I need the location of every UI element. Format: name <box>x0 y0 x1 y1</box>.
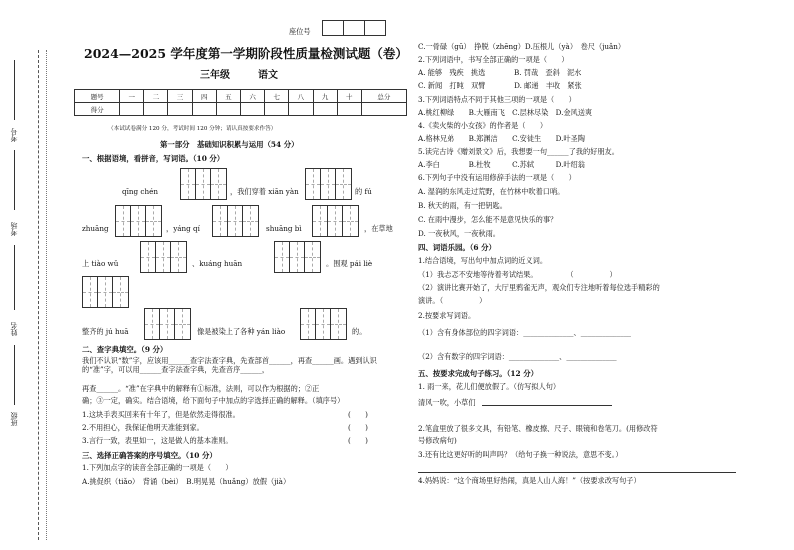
pinyin-text: zhuāng <box>82 224 109 233</box>
q2-text-c: 确；③一定，确实。结合语境，给下面句子中加点的字选择正确的解释。（填序号） <box>82 396 345 405</box>
answer-paren[interactable]: ( ) <box>348 436 368 445</box>
pinyin-text: shuāng bì <box>266 224 302 233</box>
kaochang-line <box>14 150 15 210</box>
score-header-row <box>75 90 407 103</box>
exam-title: 2024—2025 学年度第一学期阶段性质量检测试题（卷） <box>84 46 408 61</box>
score-cell: 六 <box>240 90 264 103</box>
seat-number-box[interactable] <box>322 20 386 36</box>
score-table <box>74 89 407 116</box>
score-cell: 总分 <box>361 90 406 103</box>
q2-sentence-3: 3.言行一致，表里如一，这是做人的基本准则。 <box>82 436 233 445</box>
q3-q6-option-d: D. 一夜秋风，一夜秋雨。 <box>418 229 500 238</box>
q2-sentence-2: 2.不用担心，我保证他明天准能到家。 <box>82 423 204 432</box>
answer-line[interactable] <box>482 405 612 406</box>
q3-q4-options: A.格林兄弟 B.郑渊洁 C.安徒生 D.叶圣陶 <box>418 134 585 143</box>
q3-question-5: 5.读完古诗《赠刘景文》后，我想要一句______了我的好朋友。 <box>418 147 619 156</box>
answer-grid[interactable] <box>312 205 359 237</box>
q3-q2-options-cd: C. 新闻 打盹 双臂 D. 邮递 丰收 紧张 <box>418 81 582 90</box>
q3-sentence-1: 1.下列加点字的读音全部正确的一项是（ ） <box>82 463 233 472</box>
q3-question-3: 3.下列词语特点不同于其他三项的一项是（ ） <box>418 95 576 104</box>
answer-paren[interactable]: ( ) <box>348 423 368 432</box>
part1-heading: 第一部分 基础知识积累与运用（54 分） <box>160 140 299 149</box>
answer-paren[interactable]: ( ) <box>348 410 368 419</box>
q5-item-4: 4.妈妈说：“这个商场里好热闹，真是人山人海！”（按要求改写句子） <box>418 476 641 485</box>
q4-sub-2: 2.按要求写词语。 <box>418 311 476 320</box>
binding-dashed-line <box>38 50 39 540</box>
answer-grid[interactable] <box>140 241 187 273</box>
q3-option-ab: A.挑促织（tiǎo） 背诵（bèi） B.明晃晃（huǎng）放假（jià） <box>82 477 291 486</box>
q4-body-part-words: （1）含有身体部位的四字词语：______________、______________ <box>418 328 632 337</box>
answer-grid[interactable] <box>180 168 227 200</box>
grade-label: 三年级 <box>200 70 230 81</box>
banji-line <box>14 345 15 405</box>
q5-item-1: 1. 雨一来，花儿们便放假了。（仿写拟人句） <box>418 382 561 391</box>
answer-line[interactable] <box>418 472 736 473</box>
answer-grid[interactable] <box>144 308 191 340</box>
pinyin-text: ，yáng qí <box>166 224 200 233</box>
answer-grid[interactable] <box>300 308 347 340</box>
q2-text-a: 我们不认识“数”字，应该用______查字法查字典，先查部首______，再查______画。遇到认识的“准”字，可以用______查字法查字典，先查音序______， <box>82 356 377 374</box>
answer-grid[interactable] <box>82 276 129 308</box>
q3-q6-option-b: B. 秋天的雨，有一把钥匙。 <box>418 201 507 210</box>
q1-heading: 一、根据语境，看拼音，写词语。（10 分） <box>82 154 225 163</box>
score-cell: 二 <box>144 90 168 103</box>
q5-item-1-prompt: 清风一吹，小草们 <box>418 398 476 407</box>
q5-item-2-cont: 号修改病句) <box>418 436 457 445</box>
pinyin-text: ，我们穿着 xiān yàn <box>230 187 299 196</box>
pinyin-text: 。围观 pái liè <box>326 259 373 268</box>
pinyin-text: qīng chén <box>122 187 158 196</box>
q3-heading: 三、选择正确答案的序号填空。（10 分） <box>82 451 217 460</box>
kaohao-line <box>14 60 15 120</box>
pinyin-text: 的。 <box>352 327 367 336</box>
score-cell: 五 <box>216 90 240 103</box>
q3-question-4: 4.《卖火柴的小女孩》的作者是（ ） <box>418 121 548 130</box>
q5-item-3: 3.还有比这更好听的叫声吗？（给句子换一种说法，意思不变。） <box>418 450 623 459</box>
q2-sentence-1: 1.这块手表买回来有十年了，但是依然走得很准。 <box>82 410 240 419</box>
score-cell: 九 <box>313 90 337 103</box>
score-value-row[interactable] <box>75 103 407 116</box>
q4-item-1: （1）我忐忑不安地等待着考试结果。 （ ） <box>418 270 617 279</box>
q4-item-2-cont: 演讲。（ ） <box>418 296 487 305</box>
q2-heading: 二、查字典填空。（9 分） <box>82 345 168 354</box>
score-cell: 题号 <box>75 90 120 103</box>
binding-dotted-line <box>46 50 47 540</box>
xingming-line <box>14 245 15 310</box>
side-label-kaohao: 考号 <box>10 128 18 142</box>
q4-heading: 四、词语乐园。（6 分） <box>418 243 496 252</box>
q4-item-2: （2）演讲比赛开始了，大厅里鸦雀无声，观众们专注地听着每位选手精彩的 <box>418 283 660 292</box>
pinyin-text: 整齐的 jú huā <box>82 327 129 336</box>
score-cell: 四 <box>192 90 216 103</box>
pinyin-text: 像是被染上了各种 yán liào <box>197 327 286 336</box>
q3-question-2: 2.下列词语中，书写全部正确的一项是（ ） <box>418 55 569 64</box>
score-cell: 一 <box>120 90 144 103</box>
answer-grid[interactable] <box>305 168 352 200</box>
q5-heading: 五、按要求完成句子练习。（12 分） <box>418 369 539 378</box>
score-cell: 七 <box>265 90 289 103</box>
pinyin-text: ，在草地 <box>364 224 393 233</box>
q3-q5-options: A.李白 B.杜牧 C.苏轼 D.叶绍翁 <box>418 160 585 169</box>
pinyin-text: 上 tiào wǔ <box>82 259 119 268</box>
score-cell: 十 <box>337 90 361 103</box>
pinyin-text: 的 fú <box>355 187 372 196</box>
q2-text-b: 再查______。“准”在字典中的解释有①标准，法则，可以作为根据的；②正 <box>82 384 320 393</box>
side-label-banji: 班级 <box>10 412 18 426</box>
score-cell: 得分 <box>75 103 120 116</box>
answer-grid[interactable] <box>115 205 162 237</box>
q5-item-2: 2.笔盒里放了很多文具，有铅笔、橡皮擦、尺子、眼镜和卷笔刀。(用修改符 <box>418 424 658 433</box>
side-label-xingming: 姓名 <box>10 322 18 336</box>
side-label-kaochang: 考场 <box>10 222 18 236</box>
exam-note: （本试试卷满分 120 分，考试时间 120 分钟；请认真按要求作答） <box>108 126 277 132</box>
q3-q6-option-c: C. 在雨中漫步，怎么能不是意见快乐的事？ <box>418 215 558 224</box>
subject-label: 语文 <box>258 70 278 81</box>
q3-q3-options: A.桃红柳绿 B.大雁南飞 C.层林尽染 D.金风送爽 <box>418 108 593 117</box>
q4-number-words: （2）含有数字的四字词语：______________、______________ <box>418 352 617 361</box>
q3-question-6: 6.下列句子中没有运用修辞手法的一项是（ ） <box>418 173 576 182</box>
q3-option-cd: C.一骨碌（gū） 挣脱（zhēng）D.压根儿（yà） 卷尺（juǎn） <box>418 42 626 51</box>
answer-grid[interactable] <box>212 205 259 237</box>
pinyin-text: 、kuáng huān <box>192 259 243 268</box>
q3-q2-options-ab: A. 能够 残疾 挑选 B. 罚哉 歪斜 泥水 <box>418 68 582 77</box>
q3-q6-option-a: A. 湿润的东风走过荒野，在竹林中吹着口哨。 <box>418 187 565 196</box>
seat-label: 座位号 <box>289 27 311 36</box>
q4-sub-1: 1.结合语境，写出句中加点词的近义词。 <box>418 256 548 265</box>
score-cell: 三 <box>168 90 192 103</box>
answer-grid[interactable] <box>274 241 321 273</box>
score-cell: 八 <box>289 90 313 103</box>
